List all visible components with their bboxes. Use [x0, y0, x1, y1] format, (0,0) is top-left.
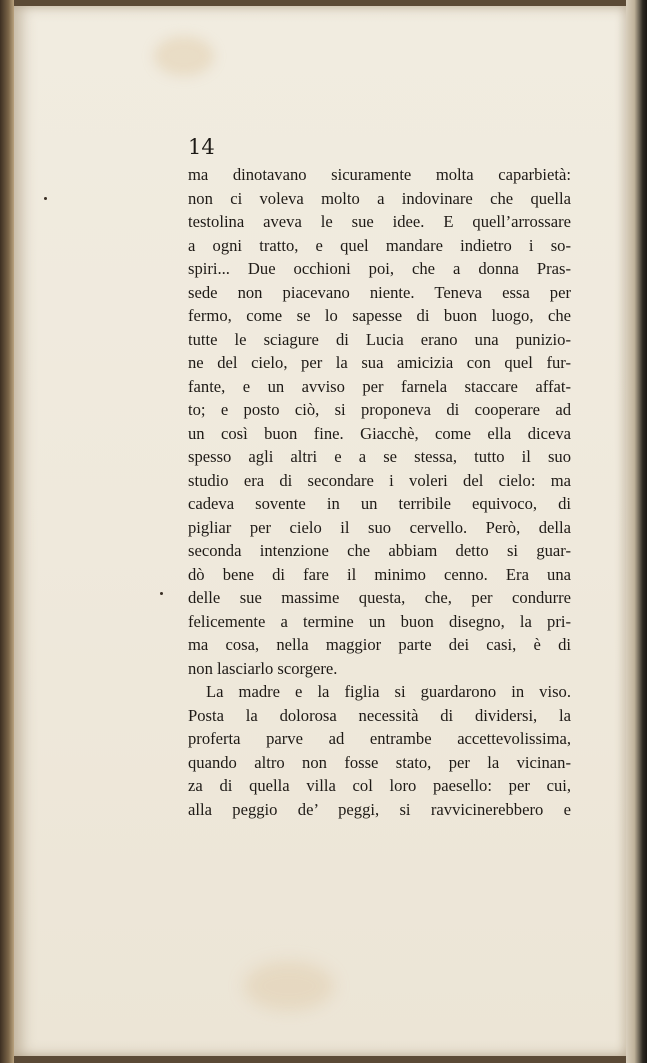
text-line: spiri... Due occhioni poi, che a donna Pras- [188, 259, 571, 278]
text-line: quando altro non fosse stato, per la vicinan- [188, 752, 571, 772]
text-line: to; e posto ciò, si proponeva di cooperare ad [188, 400, 571, 419]
paragraph-1 [188, 163, 571, 680]
paragraph-2 [188, 680, 571, 821]
text-line: seconda intenzione che abbiam detto si guar- [188, 541, 571, 560]
text-line: fermo, come se lo sapesse di buon luogo, che [188, 306, 571, 325]
text-line: Posta la dolorosa necessità di dividersi, la [188, 705, 571, 725]
text-line: fante, e un avviso per farnela staccare affat- [188, 376, 571, 396]
text-line: un così buon fine. Giacchè, come ella diceva [188, 423, 571, 443]
text-line: proferta parve ad entrambe accettevolissima, [188, 729, 571, 748]
paper-speck [44, 197, 47, 200]
text-line: testolina aveva le sue idee. E quell’arrossare [188, 212, 571, 231]
text-line: za di quella villa col loro paesello: per cui, [188, 776, 571, 795]
text-line: delle sue massime questa, che, per condurre [188, 588, 571, 607]
text-line: La madre e la figlia si guardarono in viso. [206, 682, 571, 701]
text-line: spesso agli altri e a se stessa, tutto il suo [188, 447, 571, 466]
text-line: alla peggio de’ peggi, si ravvicinerebbero e [188, 799, 571, 819]
paper-stain [244, 961, 334, 1011]
book-spine-left [0, 0, 14, 1063]
text-line: pigliar per cielo il suo cervello. Però, della [188, 517, 571, 537]
text-line: non lasciarlo scorgere. [188, 658, 338, 678]
text-line: felicemente a termine un buon disegno, la pri- [188, 611, 571, 631]
text-line: non ci voleva molto a indovinare che quella [188, 188, 571, 208]
text-line: ma dinotavano sicuramente molta caparbietà: [188, 165, 571, 184]
page-number: 14 [188, 135, 215, 159]
body-text [188, 163, 571, 821]
book-page-edge [626, 0, 647, 1063]
text-line: dò bene di fare il minimo cenno. Era una [188, 564, 571, 584]
paper-speck [160, 592, 163, 595]
text-line: studio era di secondare i voleri del cielo: ma [188, 470, 571, 490]
text-line: tutte le sciagure di Lucia erano una punizio- [188, 329, 571, 349]
text-line: cadeva sovente in un terribile equivoco, di [188, 494, 571, 513]
text-line: a ogni tratto, e quel mandare indietro i so- [188, 235, 571, 255]
text-line: ne del cielo, per la sua amicizia con quel fur- [188, 353, 571, 372]
text-line: ma cosa, nella maggior parte dei casi, è di [188, 635, 571, 654]
paper-stain [154, 36, 214, 76]
text-line: sede non piacevano niente. Teneva essa per [188, 282, 571, 302]
